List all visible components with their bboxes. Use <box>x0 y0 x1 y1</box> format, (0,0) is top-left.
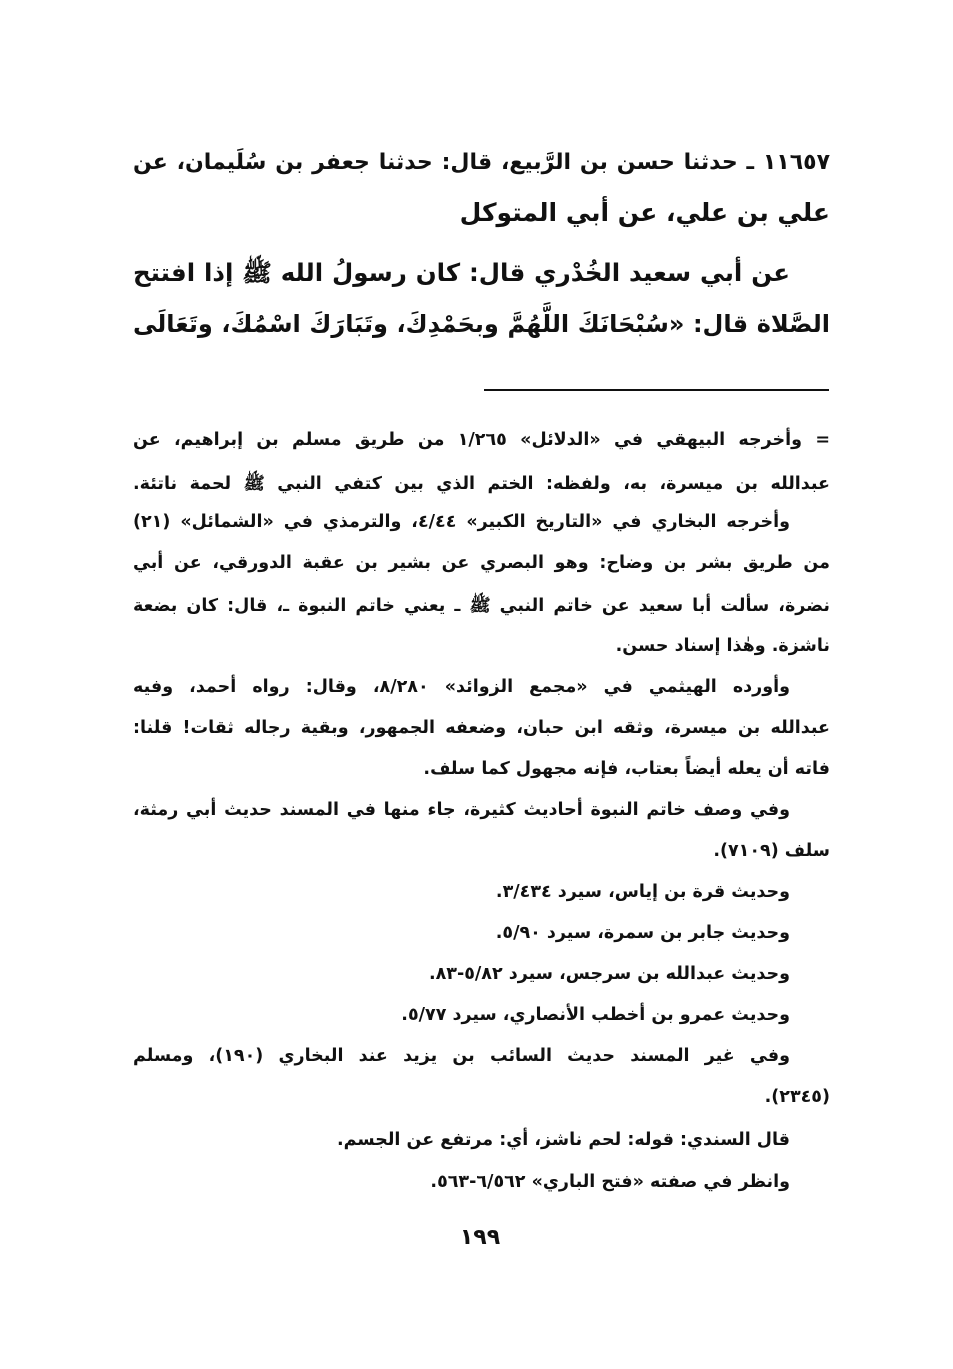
footnote-line-17: (٢٣٤٥). <box>764 1087 830 1107</box>
footnote-line-11: سلف (٧١٠٩). <box>713 841 830 861</box>
footnote-line-18: قال السندي: قوله: لحم ناشز، أي: مرتفع عن الجسم. <box>337 1130 790 1150</box>
footnote-line-6: ناشزة. وهٰذا إسناد حسن. <box>615 636 830 656</box>
page-number: ١٩٩ <box>459 1225 501 1250</box>
footnote-divider <box>484 389 829 391</box>
footnote-line-2: عبدالله بن ميسرة، به، ولفظه: الختم الذي بين كتفي النبي ﷺ لحمة ناتئة. <box>133 474 830 494</box>
main-text-line-4: الصَّلاة قال: «سُبْحَانَكَ اللَّهُمَّ وبحَمْدِكَ، وتَبَارَكَ اسْمُكَ، وتَعَالَى <box>133 310 830 338</box>
footnote-line-10: وفي وصف خاتم النبوة أحاديث كثيرة، جاء منها في المسند حديث أبي رمثة، <box>133 800 790 820</box>
footnote-line-1: = وأخرجه البيهقي في «الدلائل» ١/٢٦٥ من طريق مسلم بن إبراهيم، عن <box>133 430 830 450</box>
footnote-line-12: وحديث قرة بن إياس، سيرد ٣/٤٣٤. <box>495 882 790 902</box>
footnote-line-5: نضرة، سألت أبا سعيد عن خاتم النبي ﷺ ـ يعني خاتم النبوة ـ، قال: كان بضعة <box>133 596 830 616</box>
footnote-line-7: وأورده الهيثمي في «مجمع الزوائد» ٨/٢٨٠، وقال: رواه أحمد، وفيه <box>133 677 790 697</box>
footnote-line-4: من طريق بشر بن وضاح: وهو البصري عن بشير بن عقبة الدورقي، عن أبي <box>133 553 830 573</box>
main-text-line-2: علي بن علي، عن أبي المتوكل <box>459 198 830 227</box>
footnote-line-8: عبدالله بن ميسرة، وثقه ابن حبان، وضعفه الجمهور، وبقية رجاله ثقات! قلنا: <box>133 718 830 738</box>
footnote-line-16: وفي غير المسند حديث السائب بن يزيد عند البخاري (١٩٠)، ومسلم <box>133 1046 790 1066</box>
footnote-line-19: وانظر في صفته «فتح الباري» ٦/٥٦٢-٥٦٣. <box>430 1172 790 1192</box>
main-text-line-1: ١١٦٥٧ ـ حدثنا حسن بن الرَّبيع، قال: حدثنا جعفر بن سُلَيمان، عن <box>133 150 830 175</box>
footnote-line-15: وحديث عمرو بن أخطب الأنصاري، سيرد ٥/٧٧. <box>401 1005 790 1025</box>
footnote-line-13: وحديث جابر بن سمرة، سيرد ٥/٩٠. <box>495 923 790 943</box>
main-text-line-3: عن أبي سعيد الخُدْري قال: كان رسولُ الله ﷺ إذا افتتح <box>133 258 790 287</box>
footnote-line-9: فاته أن يعله أيضاً بعتاب، فإنه مجهول كما سلف. <box>423 759 830 779</box>
footnote-line-3: وأخرجه البخاري في «التاريخ الكبير» ٤/٤٤، والترمذي في «الشمائل» (٢١) <box>133 512 791 532</box>
footnote-line-14: وحديث عبدالله بن سرجس، سيرد ٥/٨٢-٨٣. <box>428 964 790 984</box>
